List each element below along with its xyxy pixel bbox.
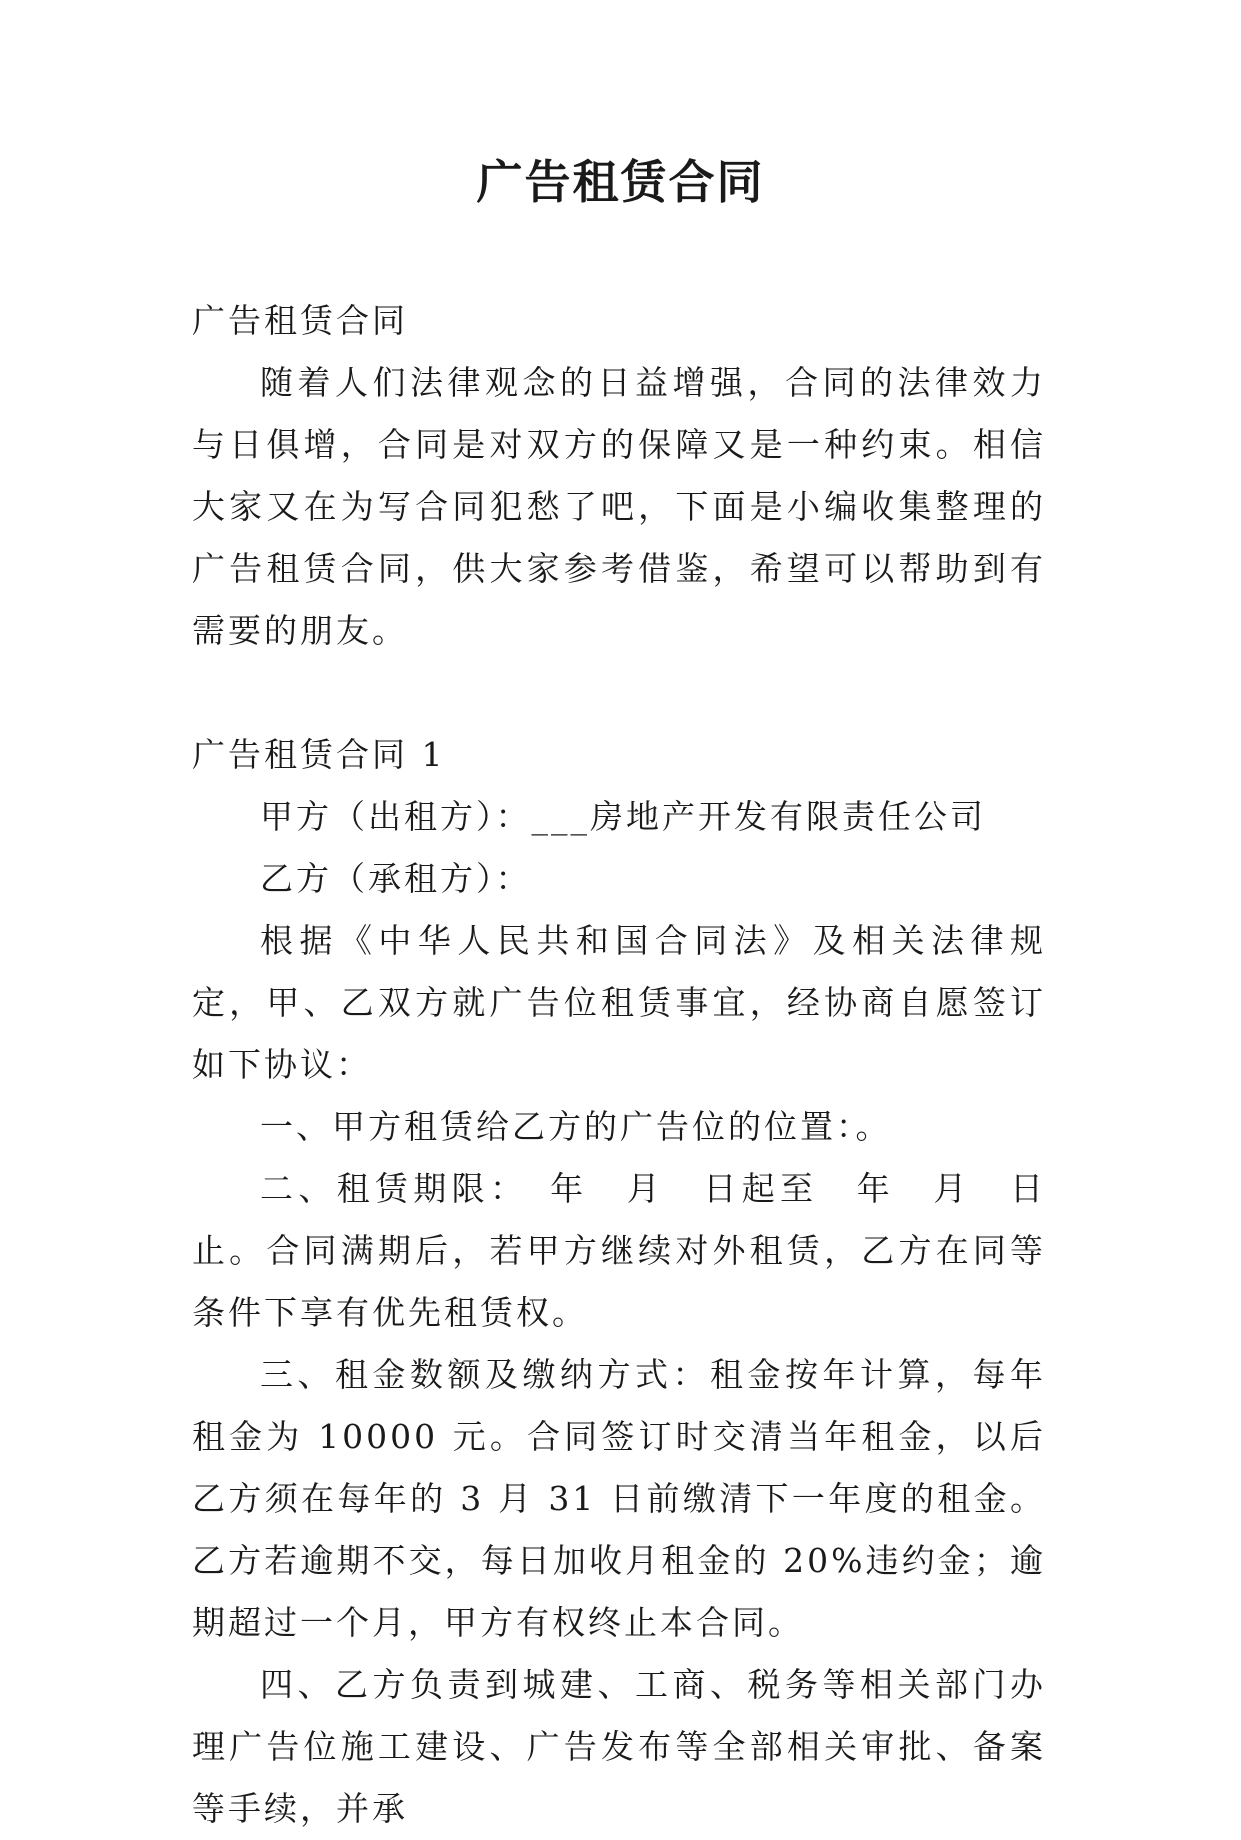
party-a-line: 甲方（出租方）：___房地产开发有限责任公司 — [260, 797, 986, 836]
section-heading-intro: 广告租赁合同 — [192, 301, 408, 340]
clause-4: 四、乙方负责到城建、工商、税务等相关部门办理广告位施工建设、广告发布等全部相关审批、备案等手续，并承 — [192, 1665, 1046, 1828]
preamble-paragraph: 根据《中华人民共和国合同法》及相关法律规定，甲、乙双方就广告位租赁事宜，经协商自愿签订如下协议： — [192, 921, 1046, 1084]
party-b-line: 乙方（承租方）： — [260, 859, 532, 898]
section-heading-contract-1: 广告租赁合同 1 — [192, 735, 446, 774]
paragraph-spacer — [192, 662, 1046, 724]
clause-2: 二、租赁期限： 年 月 日起至 年 月 日止。合同满期后，若甲方继续对外租赁，乙方在同等条件下享有优先租赁权。 — [192, 1169, 1046, 1332]
clause-1: 一、甲方租赁给乙方的广告位的位置：。 — [260, 1107, 892, 1146]
document-body — [192, 290, 1046, 1840]
clause-3: 三、租金数额及缴纳方式：租金按年计算，每年租金为 10000 元。合同签订时交清当年租金，以后乙方须在每年的 3 月 31 日前缴清下一年度的租金。乙方若逾期不交，每日加收月租金的 20%违约金；逾期超过一个月，甲方有权终止本合同。 — [192, 1355, 1046, 1642]
document-title: 广告租赁合同 — [476, 155, 765, 209]
intro-paragraph: 随着人们法律观念的日益增强，合同的法律效力与日俱增，合同是对双方的保障又是一种约束。相信大家又在为写合同犯愁了吧，下面是小编收集整理的广告租赁合同，供大家参考借鉴，希望可以帮助到有需要的朋友。 — [192, 363, 1046, 650]
